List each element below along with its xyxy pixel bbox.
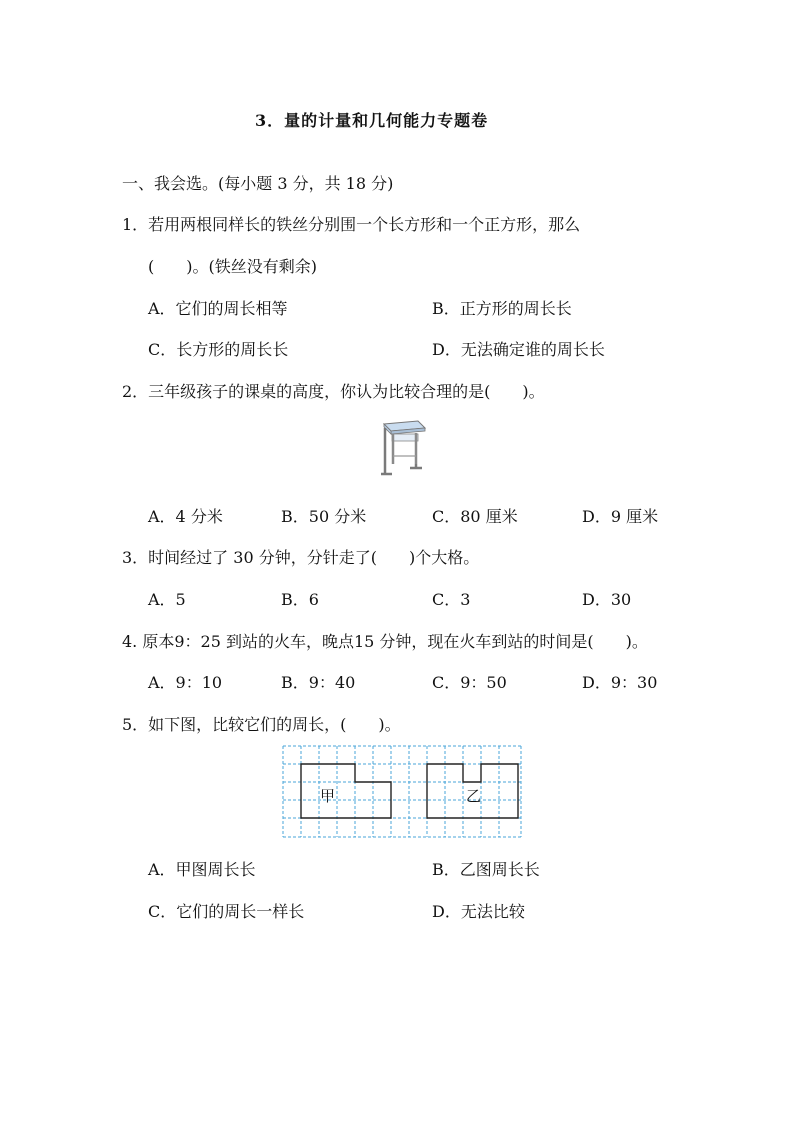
- q1-option-d[interactable]: D．无法确定谁的周长长: [432, 340, 605, 359]
- q3-stem: 3．时间经过了 30 分钟，分针走了( )个大格。: [122, 548, 480, 567]
- shape-jia: [301, 764, 391, 818]
- q1-stem-line2: ( )。(铁丝没有剩余): [148, 257, 317, 276]
- q5-option-a[interactable]: A．甲图周长长: [148, 860, 256, 879]
- q2-option-c[interactable]: C．80 厘米: [432, 507, 518, 526]
- q3-option-b[interactable]: B．6: [281, 590, 319, 609]
- q3-option-c[interactable]: C．3: [432, 590, 471, 609]
- q1-option-a[interactable]: A．它们的周长相等: [148, 299, 288, 318]
- q3-option-d[interactable]: D．30: [582, 590, 632, 609]
- q4-option-a[interactable]: A．9：10: [148, 673, 223, 692]
- page-title: 3．量的计量和几何能力专题卷: [255, 111, 489, 130]
- q5-option-b[interactable]: B．乙图周长长: [432, 860, 540, 879]
- q2-option-d[interactable]: D．9 厘米: [582, 507, 659, 526]
- q4-option-c[interactable]: C．9：50: [432, 673, 507, 692]
- q4-stem: 4. 原本9：25 到站的火车，晚点15 分钟，现在火车到站的时间是( )。: [122, 632, 648, 651]
- q3-option-a[interactable]: A．5: [148, 590, 186, 609]
- shape-jia-label: 甲: [320, 787, 336, 805]
- q1-option-c[interactable]: C．长方形的周长长: [148, 340, 289, 359]
- q1-stem-line1: 1．若用两根同样长的铁丝分别围一个长方形和一个正方形，那么: [122, 215, 581, 234]
- q1-option-b[interactable]: B．正方形的周长长: [432, 299, 572, 318]
- q5-stem: 5．如下图，比较它们的周长，( )。: [122, 715, 401, 734]
- q2-option-b[interactable]: B．50 分米: [281, 507, 367, 526]
- shape-yi-label: 乙: [466, 787, 482, 805]
- q5-option-d[interactable]: D．无法比较: [432, 902, 525, 921]
- perimeter-grid-figure: [282, 745, 522, 840]
- section-heading: 一、我会选。(每小题 3 分，共 18 分): [122, 174, 394, 193]
- q5-option-c[interactable]: C．它们的周长一样长: [148, 902, 305, 921]
- q2-option-a[interactable]: A．4 分米: [148, 507, 223, 526]
- desk-illustration: [378, 418, 428, 480]
- q4-option-d[interactable]: D．9：30: [582, 673, 658, 692]
- q4-option-b[interactable]: B．9：40: [281, 673, 356, 692]
- q2-stem: 2．三年级孩子的课桌的高度，你认为比较合理的是( )。: [122, 382, 545, 401]
